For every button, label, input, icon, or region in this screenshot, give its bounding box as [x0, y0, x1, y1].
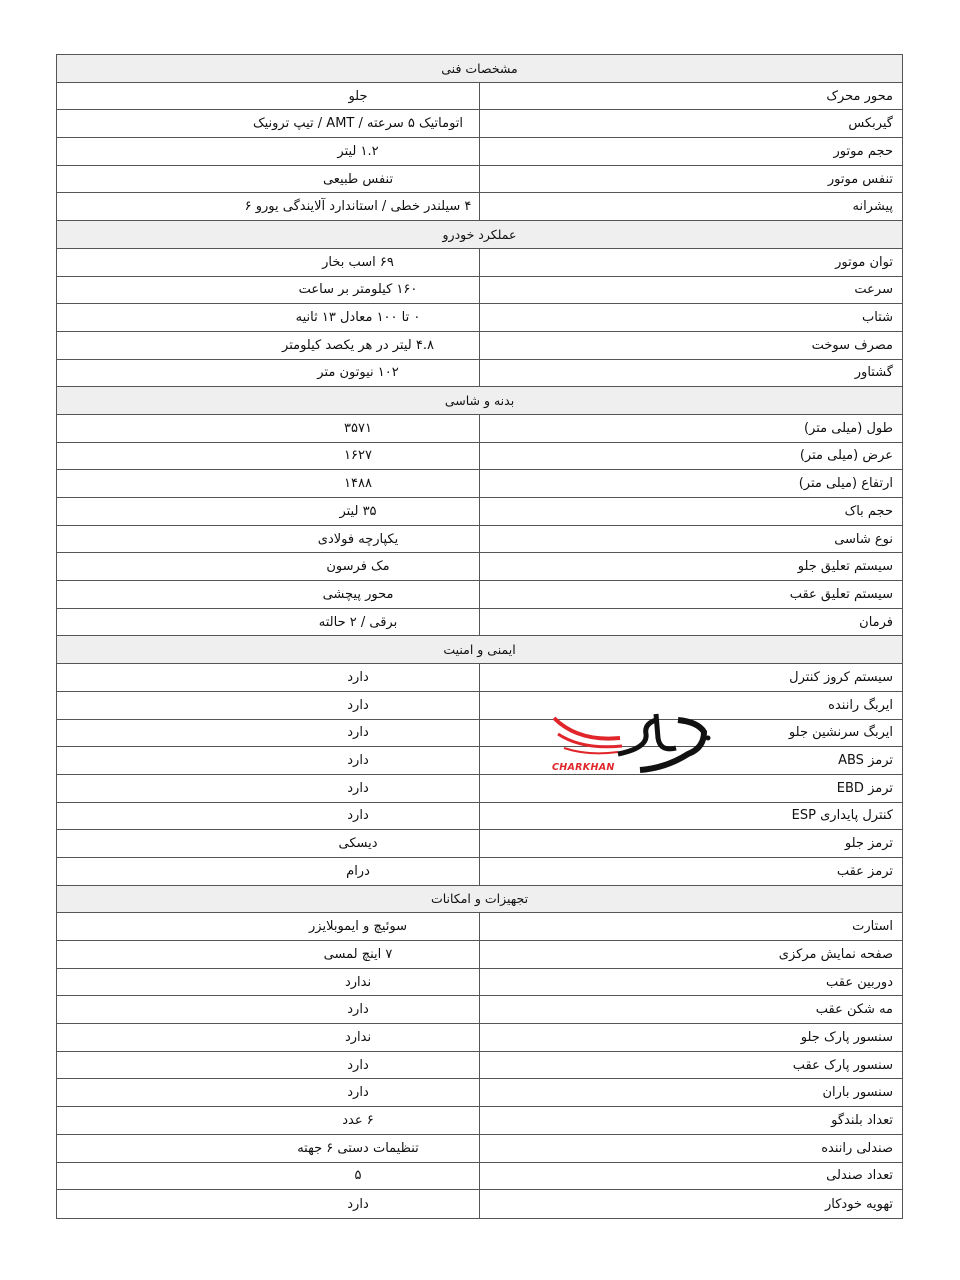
charkhan-logo	[548, 708, 718, 776]
spec-row	[57, 720, 902, 748]
spec-label: استارت	[479, 913, 902, 940]
spec-label: ایربگ راننده	[479, 692, 902, 719]
spec-label: گیربکس	[479, 110, 902, 137]
logo-red-swoosh-3	[564, 748, 618, 753]
spec-label: محور محرک	[479, 83, 902, 110]
spec-value: ۷ اینچ لمسی	[323, 946, 393, 962]
spec-label: ایربگ سرنشین جلو	[479, 720, 902, 747]
spec-label: تنفس موتور	[479, 166, 902, 193]
spec-row	[57, 830, 902, 858]
spec-label: ترمز عقب	[479, 858, 902, 885]
spec-value: تنظیمات دستی ۶ جهته	[297, 1140, 419, 1156]
spec-value: دیسکی	[338, 836, 378, 852]
spec-label: تعداد صندلی	[479, 1163, 902, 1190]
spec-label: سنسور پارک جلو	[479, 1024, 902, 1051]
spec-label: تهویه خودکار	[479, 1190, 902, 1218]
section-header: تجهیزات و امکانات	[57, 886, 902, 914]
spec-row	[57, 1052, 902, 1080]
spec-value: برقی / ۲ حالته	[318, 614, 398, 630]
spec-row	[57, 913, 902, 941]
spec-value: ۱۶۲۷	[344, 448, 372, 464]
spec-label: نوع شاسی	[479, 526, 902, 553]
spec-value: دارد	[347, 725, 369, 741]
spec-value: ۵	[354, 1168, 362, 1184]
spec-row	[57, 110, 902, 138]
spec-row	[57, 1135, 902, 1163]
spec-value: دارد	[347, 1002, 369, 1018]
spec-label: ترمز ABS	[479, 747, 902, 774]
spec-row	[57, 1107, 902, 1135]
spec-row	[57, 1163, 902, 1191]
spec-value: تنفس طبیعی	[322, 171, 394, 187]
spec-value: اتوماتیک ۵ سرعته / AMT / تیپ ترونیک	[252, 116, 464, 132]
spec-label: سنسور باران	[479, 1079, 902, 1106]
spec-label: صندلی راننده	[479, 1135, 902, 1162]
spec-row	[57, 858, 902, 886]
spec-row	[57, 277, 902, 305]
spec-row	[57, 692, 902, 720]
spec-row	[57, 83, 902, 111]
spec-value: ۴.۸ لیتر در هر یکصد کیلومتر	[282, 337, 434, 353]
spec-row	[57, 166, 902, 194]
spec-value: ۱۴۸۸	[344, 476, 372, 492]
section-header: مشخصات فنی	[57, 55, 902, 83]
spec-value: دارد	[347, 697, 369, 713]
spec-label: سیستم تعلیق عقب	[479, 581, 902, 608]
spec-row	[57, 526, 902, 554]
spec-value: دارد	[347, 1057, 369, 1073]
spec-row	[57, 443, 902, 471]
spec-row	[57, 138, 902, 166]
spec-value: سوئیچ و ایموبلایزر	[309, 919, 407, 935]
spec-value: دارد	[347, 780, 369, 796]
logo-black-stroke-2	[656, 714, 676, 749]
spec-row	[57, 553, 902, 581]
spec-value: ۱.۲ لیتر	[337, 143, 379, 159]
spec-row	[57, 360, 902, 388]
section-header: بدنه و شاسی	[57, 387, 902, 415]
spec-value: ندارد	[344, 1029, 372, 1045]
spec-value: محور پیچشی	[322, 586, 394, 602]
section-header: ایمنی و امنیت	[57, 636, 902, 664]
spec-value: یکپارچه فولادی	[317, 531, 399, 547]
spec-label: صفحه نمایش مرکزی	[479, 941, 902, 968]
spec-row	[57, 996, 902, 1024]
spec-value: دارد	[347, 669, 369, 685]
spec-label: عرض (میلی متر)	[479, 443, 902, 470]
spec-value: درام	[346, 863, 370, 879]
spec-label: پیشرانه	[479, 193, 902, 220]
spec-label: سیستم تعلیق جلو	[479, 553, 902, 580]
spec-value: ۱۶۰ کیلومتر بر ساعت	[298, 282, 418, 298]
spec-value: ندارد	[344, 974, 372, 990]
spec-table	[56, 54, 903, 1219]
spec-row	[57, 803, 902, 831]
spec-value: دارد	[347, 808, 369, 824]
spec-value: دارد	[347, 1196, 369, 1212]
spec-value: ۶۹ اسب بخار	[322, 254, 394, 270]
spec-label: ترمز EBD	[479, 775, 902, 802]
spec-label: طول (میلی متر)	[479, 415, 902, 442]
spec-row	[57, 664, 902, 692]
spec-row	[57, 332, 902, 360]
spec-value: ۶ عدد	[342, 1112, 374, 1128]
spec-row	[57, 775, 902, 803]
logo-black-stroke-1	[618, 720, 656, 754]
logo-wordmark: CHARKHAN	[552, 762, 615, 773]
spec-value: دارد	[347, 1085, 369, 1101]
spec-label: دوربین عقب	[479, 969, 902, 996]
spec-label: توان موتور	[479, 249, 902, 276]
logo-dot	[706, 736, 711, 741]
spec-label: ترمز جلو	[479, 830, 902, 857]
spec-row	[57, 609, 902, 637]
spec-row	[57, 1024, 902, 1052]
spec-row	[57, 498, 902, 526]
logo-black-stroke-3	[640, 720, 704, 770]
spec-row	[57, 470, 902, 498]
spec-value: ۳۵ لیتر	[339, 503, 377, 519]
spec-label: ارتفاع (میلی متر)	[479, 470, 902, 497]
spec-value: مک فرسون	[326, 559, 390, 575]
spec-label: تعداد بلندگو	[479, 1107, 902, 1134]
spec-row	[57, 304, 902, 332]
spec-label: حجم موتور	[479, 138, 902, 165]
spec-value: دارد	[347, 753, 369, 769]
spec-row	[57, 1190, 902, 1218]
spec-row	[57, 415, 902, 443]
spec-row	[57, 747, 902, 775]
spec-row	[57, 969, 902, 997]
spec-row	[57, 581, 902, 609]
spec-label: شتاب	[479, 304, 902, 331]
spec-label: مصرف سوخت	[479, 332, 902, 359]
spec-label: مه شکن عقب	[479, 996, 902, 1023]
spec-row	[57, 193, 902, 221]
spec-label: فرمان	[479, 609, 902, 636]
spec-label: سنسور پارک عقب	[479, 1052, 902, 1079]
spec-row	[57, 1079, 902, 1107]
spec-label: گشتاور	[479, 360, 902, 387]
spec-row	[57, 941, 902, 969]
spec-label: سرعت	[479, 277, 902, 304]
section-header: عملکرد خودرو	[57, 221, 902, 249]
logo-red-swoosh-1	[554, 718, 620, 739]
spec-label: کنترل پایداری ESP	[479, 803, 902, 830]
spec-value: ۱۰۲ نیوتون متر	[317, 365, 399, 381]
spec-value: ۳۵۷۱	[344, 420, 372, 436]
spec-row	[57, 249, 902, 277]
spec-value: ۴ سیلندر خطی / استاندارد آلایندگی یورو ۶	[244, 199, 472, 215]
spec-value: ۰ تا ۱۰۰ معادل ۱۳ ثانیه	[295, 310, 421, 326]
spec-label: سیستم کروز کنترل	[479, 664, 902, 691]
spec-value: جلو	[348, 88, 368, 104]
spec-label: حجم باک	[479, 498, 902, 525]
